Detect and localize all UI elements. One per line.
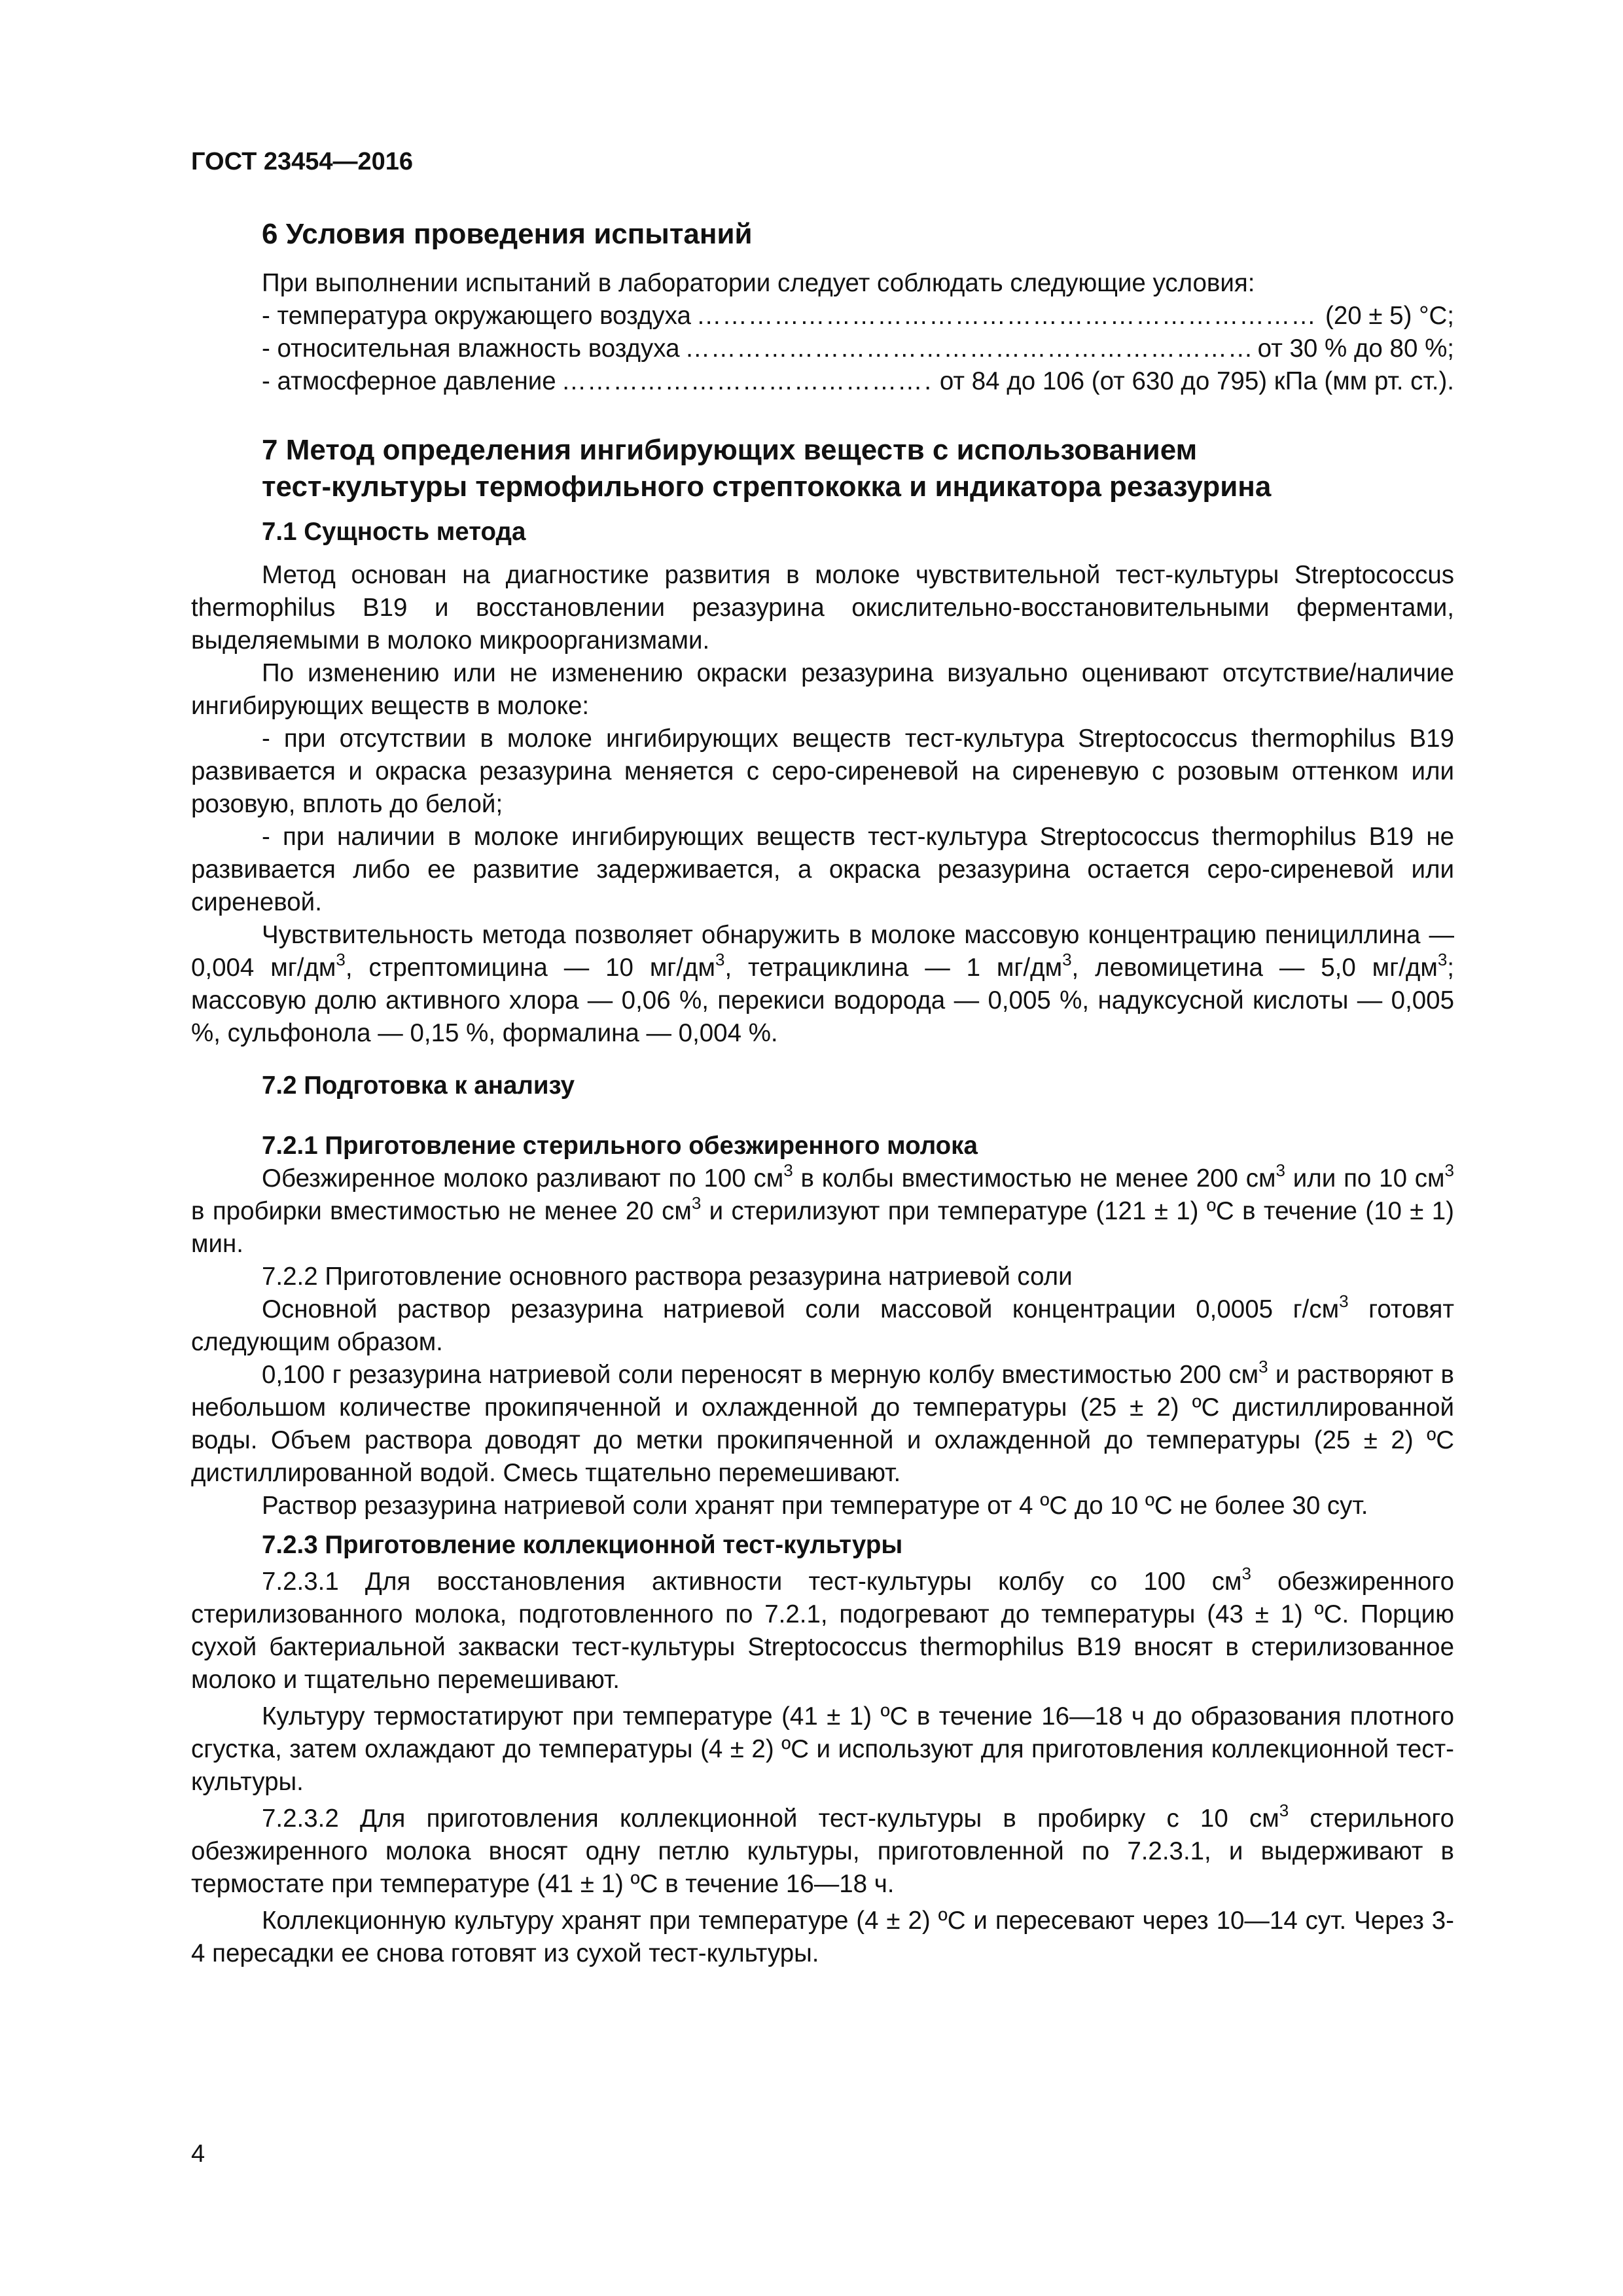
- subsection-7-1-title: 7.1 Сущность метода: [262, 518, 526, 546]
- condition-value: от 30 % до 80 %;: [1257, 334, 1454, 363]
- section-6-title: 6 Условия проведения испытаний: [262, 218, 753, 250]
- paragraph: Раствор резазурина натриевой соли хранят при температуре от 4 ºС до 10 ºС не более 30 сут.: [262, 1492, 1368, 1520]
- section-7-title-line1: 7 Метод определения ингибирующих веществ с использованием: [262, 434, 1198, 466]
- dot-leader: [685, 332, 1252, 365]
- document-header: ГОСТ 23454—2016: [191, 148, 414, 175]
- paragraph: 7.2.3.2 Для приготовления коллекционной тест-культуры в пробирку с 10 $см^3$ стерильного обезжиренного молока вносят одну петлю культуры, приготовленной по 7.2.3.1, и выдерживают в термостате при температуре (41 ± 1) ºС в течение 16—18 ч.: [191, 1801, 1454, 1898]
- paragraph: Основной раствор резазурина натриевой соли массовой концентрации 0,0005 $г/см^3$ готовят следующим образом.: [191, 1291, 1454, 1356]
- condition-label: - температура окружающего воздуха: [262, 302, 691, 330]
- subsection-7-2-1-title: 7.2.1 Приготовление стерильного обезжиренного молока: [262, 1132, 978, 1160]
- condition-label: - относительная влажность воздуха: [262, 334, 680, 363]
- subsection-7-2-3-title: 7.2.3 Приготовление коллекционной тест-культуры: [262, 1531, 903, 1559]
- condition-pressure: [191, 365, 1454, 398]
- condition-humidity: [191, 332, 1454, 365]
- condition-value: (20 ± 5) °С;: [1325, 302, 1454, 330]
- paragraph: 7.2.3.1 Для восстановления активности тест-культуры колбу со 100 $см^3$ обезжиренного стерилизованного молока, подготовленного по 7.2.1, подогревают до температуры (43 ± 1) ºС. Порцию сухой бактериальной закваски тест-культуры Streptococcus thermophilus В19 вносят в стерилизованное молоко и тщательно перемешивают.: [191, 1564, 1455, 1694]
- paragraph: Коллекционную культуру хранят при температуре (4 ± 2) ºС и пересевают через 10—14 сут. Через 3-4 пересадки ее снова готовят из сухой тест-культуры.: [191, 1907, 1454, 1967]
- page-content: [191, 216, 1454, 1970]
- page-number: 4: [191, 2140, 205, 2168]
- condition-temperature: [191, 300, 1454, 332]
- paragraph: Культуру термостатируют при температуре (41 ± 1) ºС в течение 16—18 ч до образования плотного сгустка, затем охлаждают до температуры (4 ± 2) ºС и используют для приготовления коллекционной тест-культуры.: [191, 1702, 1454, 1796]
- dot-leader: [562, 365, 935, 398]
- condition-value: от 84 до 106 (от 630 до 795) кПа (мм рт. ст.).: [939, 367, 1454, 395]
- paragraph: Обезжиренное молоко разливают по 100 $см^3$ в колбы вместимостью не менее 200 $см^3$ или по 10 $см^3$ в пробирки вместимостью не менее 20 $см^3$ и стерилизуют при температуре (121 ± 1) ºС в течение (10 ± 1) мин.: [191, 1160, 1454, 1258]
- condition-label: - атмосферное давление: [262, 367, 556, 395]
- section-7-title-line2: тест-культуры термофильного стрептококка и индикатора резазурина: [262, 471, 1272, 503]
- list-item: - при отсутствии в молоке ингибирующих веществ тест-культура Streptococcus thermophilus В19 развивается и окраска резазурина меняется с серо-сиреневой на сиреневую с розовым оттенком или розовую, вплоть до белой;: [191, 725, 1454, 818]
- paragraph: 0,100 г резазурина натриевой соли переносят в мерную колбу вместимостью 200 $см^3$ и растворяют в небольшом количестве прокипяченной и охлажденной до температуры (25 ± 2) ºС дистиллированной воды. Объем раствора доводят до метки прокипяченной и охлажденной до температуры (25 ± 2) ºС дистиллированной водой. Смесь тщательно перемешивают.: [191, 1357, 1454, 1487]
- subsection-7-2-title: 7.2 Подготовка к анализу: [262, 1071, 575, 1100]
- section-7-title: [191, 432, 1454, 505]
- paragraph: Метод основан на диагностике развития в молоке чувствительной тест-культуры Streptococcus thermophilus В19 и восстановлении резазурина окислительно-восстановительными ферментами, выделяемыми в молоко микроорганизмами.: [191, 561, 1454, 655]
- paragraph: По изменению или не изменению окраски резазурина визуально оценивают отсутствие/наличие ингибирующих веществ в молоке:: [191, 659, 1454, 720]
- list-item: - при наличии в молоке ингибирующих веществ тест-культура Streptococcus thermophilus В19 не развивается либо ее развитие задерживается, а окраска резазурина остается серо-сиреневой или сиреневой.: [191, 823, 1454, 916]
- dot-leader: [696, 300, 1320, 332]
- sensitivity-paragraph: Чувствительность метода позволяет обнаружить в молоке массовую концентрацию пенициллина — 0,004 $мг/дм^3$, стрептомицина — 10 $мг/дм^3$, тетрациклина — 1 $мг/дм^3$, левомицетина — 5,0 $мг/дм^3$; массовую долю активного хлора — 0,06 %, перекиси водорода — 0,005 %, надуксусной кислоты — 0,005 %, сульфонола — 0,15 %, формалина — 0,004 %.: [191, 921, 1454, 1047]
- subsection-7-2-2-title: 7.2.2 Приготовление основного раствора резазурина натриевой соли: [262, 1263, 1073, 1291]
- section-6-intro: При выполнении испытаний в лаборатории следует соблюдать следующие условия:: [262, 269, 1255, 297]
